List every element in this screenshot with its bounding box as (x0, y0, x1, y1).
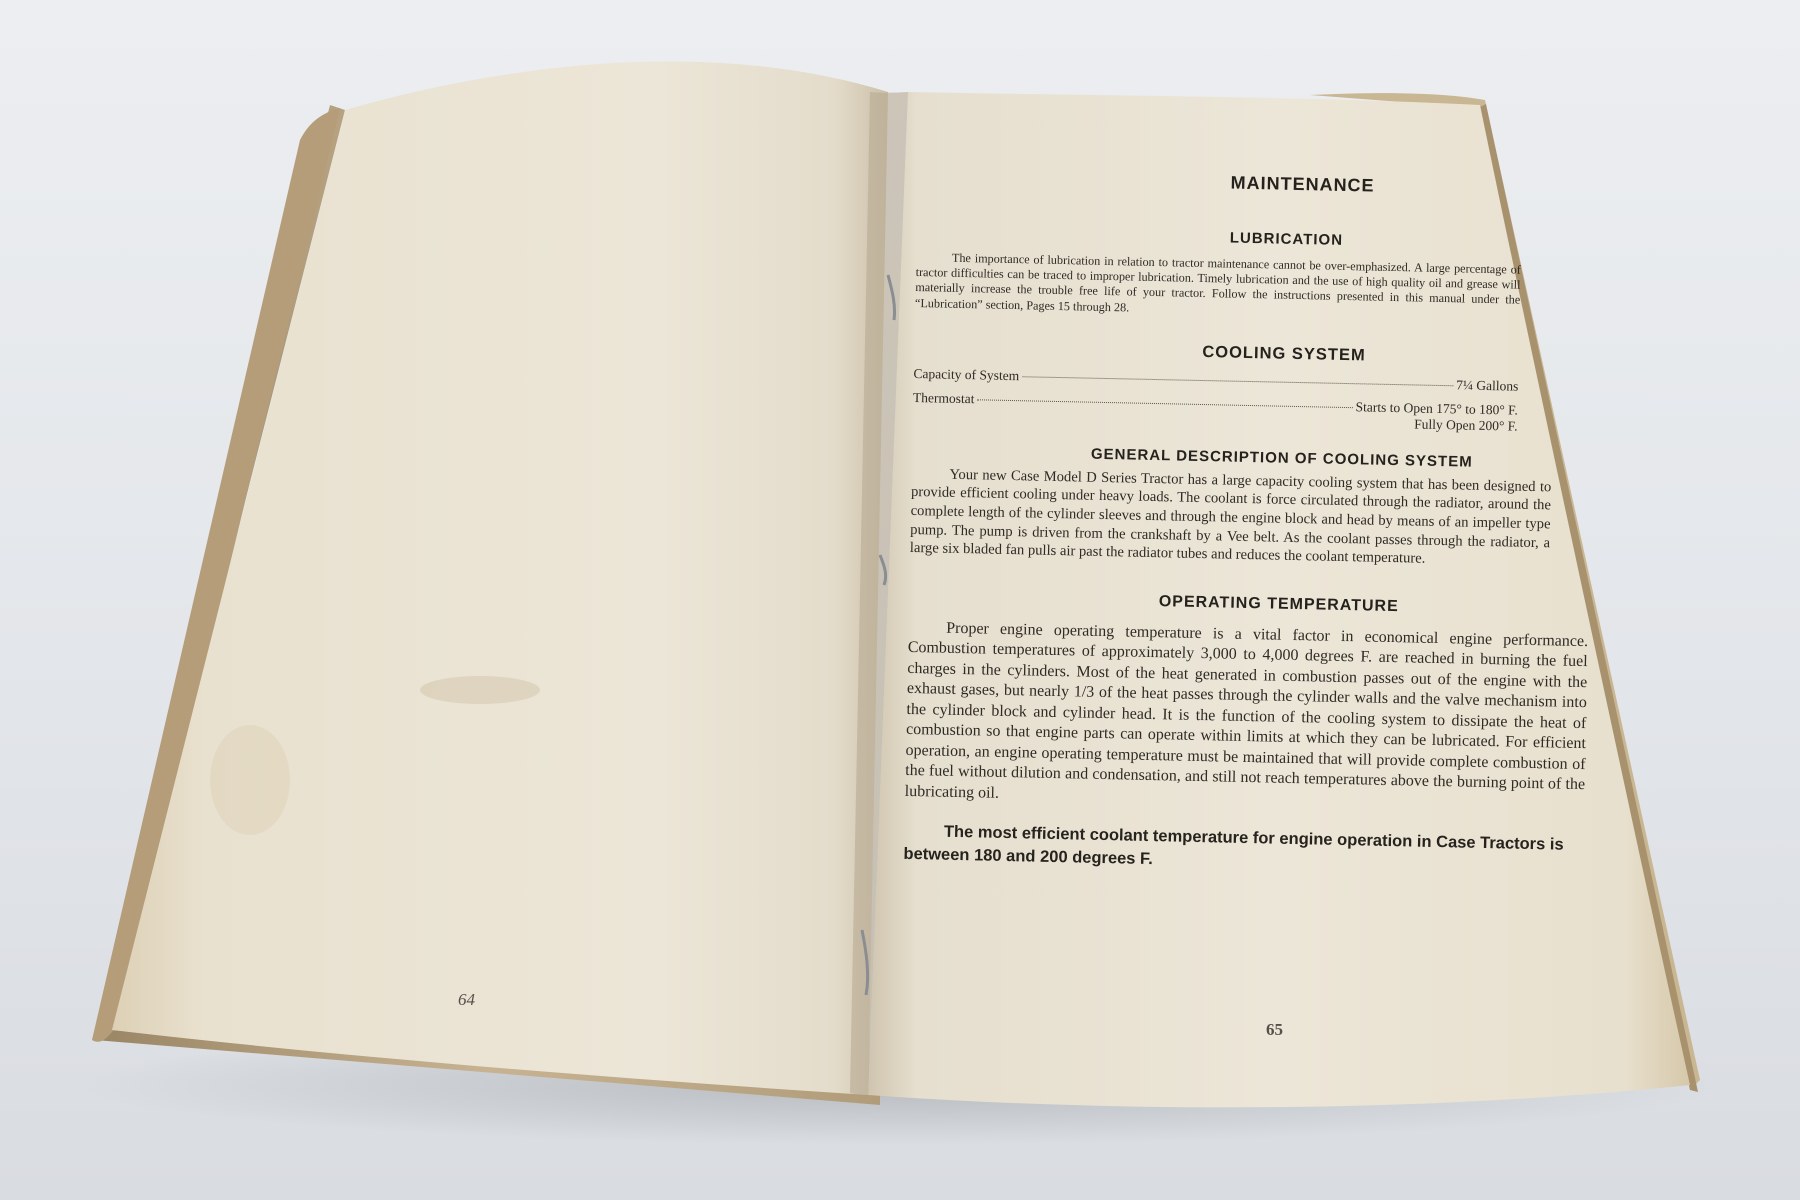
operating-temperature-body: Proper engine operating temperature is a vital factor in economical engine performance. Combustion temperatures of approximately 3,000 to 4,000 degrees F. are reached in burning the fuel charges in the cylinders. Most of the heat generated in combustion passes out of the engine with the exhaust gases, but nearly 1/3 of the heat passes through the cylinder walls and the valve mechanism into the cylinder block and cylinder head. It is the function of the cooling system to dissipate the heat of combustion so that engine parts can operate within limits at which they can be lubricated. For efficient operation, an engine operating temperature must be maintained that will provide complete combustion of the fuel without dilution and condensation, and still not reach temperatures above the burning point of the lubricating oil. (904, 619, 1589, 802)
lubrication-heading: LUBRICATION (1229, 229, 1344, 249)
spec-value: 7¼ Gallons (1456, 377, 1519, 394)
spec-label: Capacity of System (913, 365, 1020, 383)
coolant-temperature-note: The most efficient coolant temperature for engine operation in Case Tractors is between 180 and 200 degrees F. (903, 822, 1564, 869)
right-page-number: 65 (1266, 1020, 1283, 1039)
spec-label: Thermostat (912, 389, 975, 407)
spec-thermostat-continuation: Fully Open 200° F. (1414, 416, 1518, 434)
spec-value: Starts to Open 175° to 180° F. (1355, 399, 1519, 418)
general-description-body: Your new Case Model D Series Tractor has a large capacity cooling system that has been designed to provide efficient cooling under heavy loads. The coolant is force circulated through the radiator, around the complete length of the cylinder sleeves and through the engine block and head by means of an impeller type pump. The pump is driven from the crankshaft by a Vee belt. As the coolant passes through the radiator, a large six bladed fan pulls air past the radiator tubes and reduces the coolant temperature. (909, 466, 1552, 567)
operating-temperature-heading: OPERATING TEMPERATURE (1158, 592, 1399, 615)
page-title: MAINTENANCE (1230, 172, 1375, 196)
lubrication-body: The importance of lubrication in relation to tractor maintenance cannot be over-emphasized. A large percentage of tractor difficulties can be traced to improper lubrication. Timely lubrication and the use of high quality oil and grease will materially increase the trouble free life of your tractor. Follow the instructions presented in this manual under the “Lubrication” section, Pages 15 through 28. (914, 250, 1521, 315)
right-page-content (903, 160, 1658, 882)
leader-dots (977, 399, 1352, 408)
general-description-heading: GENERAL DESCRIPTION OF COOLING SYSTEM (1090, 445, 1473, 471)
cooling-system-heading: COOLING SYSTEM (1202, 342, 1366, 365)
left-page-number: 64 (458, 990, 475, 1009)
